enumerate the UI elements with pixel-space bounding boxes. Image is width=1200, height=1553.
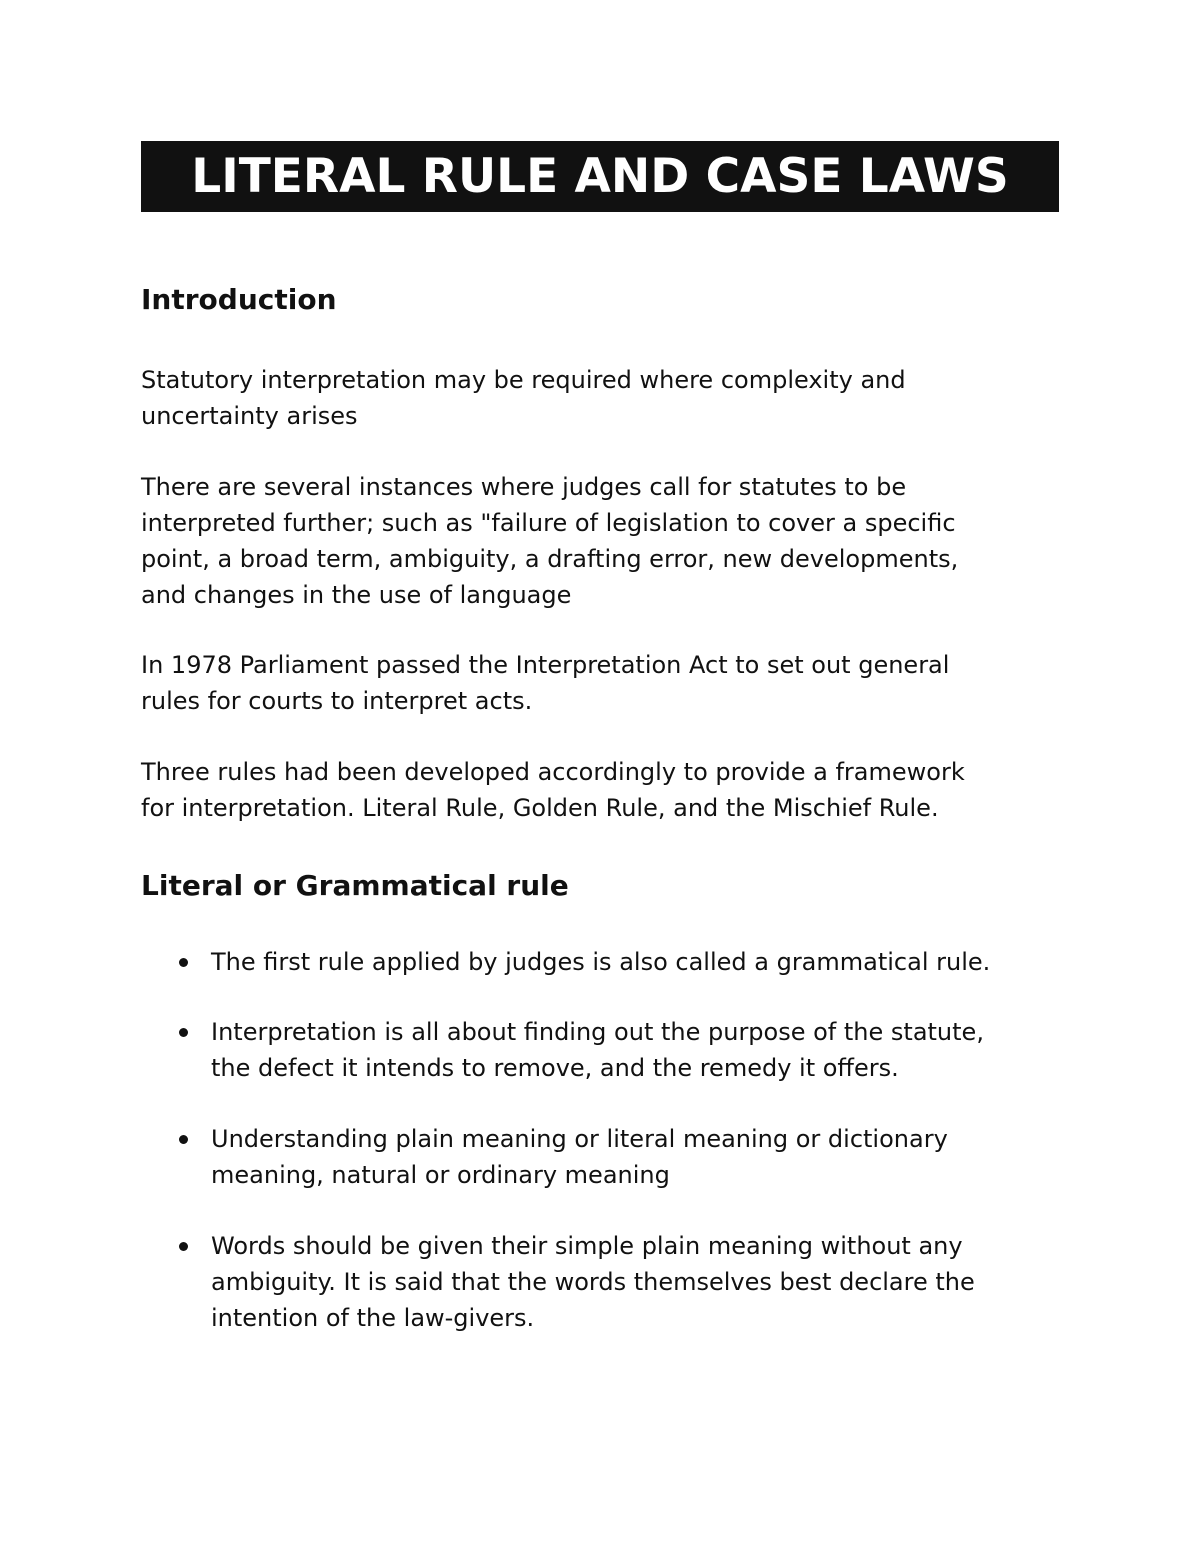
- title-banner: [141, 141, 1059, 212]
- introduction-heading: Introduction: [141, 283, 337, 316]
- bullet-line: meaning, natural or ordinary meaning: [211, 1161, 670, 1189]
- paragraph-line: rules for courts to interpret acts.: [141, 687, 533, 715]
- bullet-line: ambiguity. It is said that the words themselves best declare the: [211, 1268, 975, 1296]
- paragraph-line: In 1978 Parliament passed the Interpretation Act to set out general: [141, 651, 950, 679]
- paragraph-line: Statutory interpretation may be required where complexity and: [141, 366, 906, 394]
- bullet-line: The first rule applied by judges is also called a grammatical rule.: [211, 948, 991, 976]
- paragraph-line: point, a broad term, ambiguity, a drafting error, new developments,: [141, 545, 959, 573]
- intro-paragraph-3: [141, 647, 1041, 719]
- paragraph-line: and changes in the use of language: [141, 581, 572, 609]
- bullet-line: Interpretation is all about finding out the purpose of the statute,: [211, 1018, 984, 1046]
- intro-paragraph-1: [141, 362, 1041, 434]
- paragraph-line: for interpretation. Literal Rule, Golden Rule, and the Mischief Rule.: [141, 794, 939, 822]
- intro-paragraph-2: [141, 469, 1041, 613]
- bullet-icon: [179, 958, 188, 967]
- intro-paragraph-4: [141, 754, 1041, 826]
- paragraph-line: There are several instances where judges call for statutes to be: [141, 473, 907, 501]
- paragraph-line: interpreted further; such as "failure of legislation to cover a specific: [141, 509, 956, 537]
- paragraph-line: uncertainty arises: [141, 402, 358, 430]
- literal-rule-heading: Literal or Grammatical rule: [141, 869, 569, 902]
- bullet-icon: [179, 1028, 188, 1037]
- bullet-text: [211, 944, 990, 980]
- bullet-icon: [179, 1135, 188, 1144]
- bullet-text: [211, 1014, 984, 1086]
- document-title: LITERAL RULE AND CASE LAWS: [191, 149, 1009, 204]
- bullet-text: [211, 1228, 975, 1336]
- paragraph-line: Three rules had been developed accordingly to provide a framework: [141, 758, 965, 786]
- bullet-line: Words should be given their simple plain meaning without any: [211, 1232, 963, 1260]
- bullet-line: intention of the law-givers.: [211, 1304, 535, 1332]
- bullet-line: the defect it intends to remove, and the remedy it offers.: [211, 1054, 899, 1082]
- bullet-line: Understanding plain meaning or literal meaning or dictionary: [211, 1125, 948, 1153]
- bullet-text: [211, 1121, 948, 1193]
- bullet-icon: [179, 1242, 188, 1251]
